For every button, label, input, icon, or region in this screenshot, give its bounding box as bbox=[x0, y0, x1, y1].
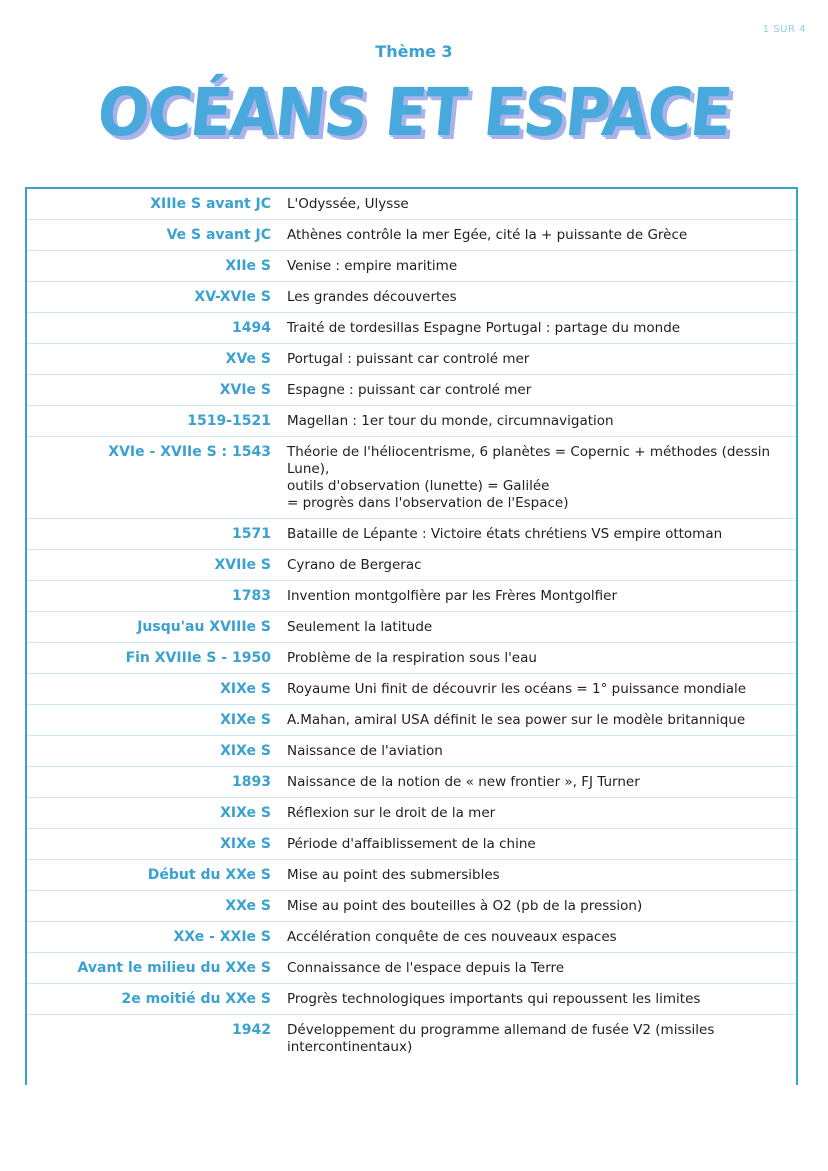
timeline-event: Royaume Uni finit de découvrir les océans = 1° puissance mondiale bbox=[287, 681, 747, 697]
timeline-event: L'Odyssée, Ulysse bbox=[287, 196, 409, 212]
timeline-row bbox=[27, 220, 796, 251]
timeline-row bbox=[27, 984, 796, 1015]
timeline-row bbox=[27, 674, 796, 705]
timeline-date: XIXe S bbox=[220, 743, 271, 759]
timeline-date: 1494 bbox=[232, 320, 271, 336]
timeline-event: Invention montgolfière par les Frères Montgolfier bbox=[287, 588, 618, 604]
timeline-date: XIIIe S avant JC bbox=[150, 196, 271, 212]
timeline-row bbox=[27, 860, 796, 891]
timeline-row bbox=[27, 891, 796, 922]
timeline-row bbox=[27, 437, 796, 519]
timeline-event: A.Mahan, amiral USA définit le sea power sur le modèle britannique bbox=[287, 712, 746, 728]
timeline-date: Jusqu'au XVIIIe S bbox=[137, 619, 271, 635]
timeline-row bbox=[27, 922, 796, 953]
timeline-date: XIIe S bbox=[225, 258, 271, 274]
timeline-date: XIXe S bbox=[220, 712, 271, 728]
timeline-date: XVe S bbox=[225, 351, 271, 367]
timeline-date: 1942 bbox=[232, 1022, 271, 1038]
page-number: 1 SUR 4 bbox=[762, 24, 806, 35]
timeline-row bbox=[27, 581, 796, 612]
timeline-event: Progrès technologiques importants qui repoussent les limites bbox=[287, 991, 701, 1007]
timeline-event: Réflexion sur le droit de la mer bbox=[287, 805, 496, 821]
timeline-date: 1783 bbox=[232, 588, 271, 604]
timeline-date: XIXe S bbox=[220, 805, 271, 821]
timeline-row bbox=[27, 705, 796, 736]
timeline-date: XVIIe S bbox=[214, 557, 271, 573]
timeline-event: Athènes contrôle la mer Egée, cité la + puissante de Grèce bbox=[287, 227, 688, 243]
timeline-row bbox=[27, 251, 796, 282]
timeline-row bbox=[27, 736, 796, 767]
timeline-date: 1571 bbox=[232, 526, 271, 542]
timeline-event: Naissance de l'aviation bbox=[287, 743, 443, 759]
timeline-date: XIXe S bbox=[220, 681, 271, 697]
timeline-row bbox=[27, 344, 796, 375]
timeline-row bbox=[27, 953, 796, 984]
timeline-date: 1519-1521 bbox=[187, 413, 271, 429]
timeline-event: Naissance de la notion de « new frontier », FJ Turner bbox=[287, 774, 640, 790]
timeline-event: Portugal : puissant car controlé mer bbox=[287, 351, 530, 367]
timeline-row bbox=[27, 1015, 796, 1062]
timeline-event: Espagne : puissant car controlé mer bbox=[287, 382, 532, 398]
timeline-event: Venise : empire maritime bbox=[287, 258, 458, 274]
timeline-row bbox=[27, 375, 796, 406]
timeline-date: Avant le milieu du XXe S bbox=[77, 960, 271, 976]
timeline-row bbox=[27, 550, 796, 581]
timeline-event: Seulement la latitude bbox=[287, 619, 433, 635]
timeline-event: Développement du programme allemand de fusée V2 (missiles intercontinentaux) bbox=[287, 1022, 715, 1055]
timeline-event: Période d'affaiblissement de la chine bbox=[287, 836, 536, 852]
timeline-row bbox=[27, 519, 796, 550]
timeline-row bbox=[27, 189, 796, 220]
timeline-date: Début du XXe S bbox=[147, 867, 271, 883]
timeline-row bbox=[27, 767, 796, 798]
timeline-row bbox=[27, 643, 796, 674]
timeline-date: 1893 bbox=[232, 774, 271, 790]
page-title: OCÉANS ET ESPACE bbox=[94, 74, 734, 151]
timeline-date: Fin XVIIIe S - 1950 bbox=[125, 650, 271, 666]
timeline-row bbox=[27, 406, 796, 437]
timeline-table bbox=[25, 187, 798, 1085]
timeline-date: XIXe S bbox=[220, 836, 271, 852]
timeline-date: XVIe S bbox=[219, 382, 271, 398]
timeline-event: Traité de tordesillas Espagne Portugal : partage du monde bbox=[287, 320, 681, 336]
timeline-date: XV-XVIe S bbox=[194, 289, 271, 305]
timeline-row bbox=[27, 313, 796, 344]
timeline-event: Problème de la respiration sous l'eau bbox=[287, 650, 537, 666]
timeline-event: Bataille de Lépante : Victoire états chrétiens VS empire ottoman bbox=[287, 526, 723, 542]
timeline-date: XVIe - XVIIe S : 1543 bbox=[108, 444, 271, 460]
timeline-row bbox=[27, 829, 796, 860]
timeline-date: Ve S avant JC bbox=[166, 227, 271, 243]
timeline-event: Magellan : 1er tour du monde, circumnavigation bbox=[287, 413, 614, 429]
timeline-event: Théorie de l'héliocentrisme, 6 planètes = Copernic + méthodes (dessin Lune), outils d'observation (lunette) = Galilée = progrès dans l'observation de l'Espace) bbox=[287, 444, 771, 511]
timeline-event: Cyrano de Bergerac bbox=[287, 557, 422, 573]
timeline-event: Mise au point des submersibles bbox=[287, 867, 500, 883]
timeline-row bbox=[27, 282, 796, 313]
timeline-row bbox=[27, 798, 796, 829]
theme-label: Thème 3 bbox=[375, 42, 453, 61]
timeline-event: Les grandes découvertes bbox=[287, 289, 457, 305]
timeline-event: Accélération conquête de ces nouveaux espaces bbox=[287, 929, 617, 945]
timeline-event: Mise au point des bouteilles à O2 (pb de la pression) bbox=[287, 898, 643, 914]
timeline-date: 2e moitié du XXe S bbox=[121, 991, 271, 1007]
timeline-row bbox=[27, 612, 796, 643]
timeline-event: Connaissance de l'espace depuis la Terre bbox=[287, 960, 565, 976]
timeline-date: XXe S bbox=[225, 898, 271, 914]
timeline-date: XXe - XXIe S bbox=[173, 929, 271, 945]
